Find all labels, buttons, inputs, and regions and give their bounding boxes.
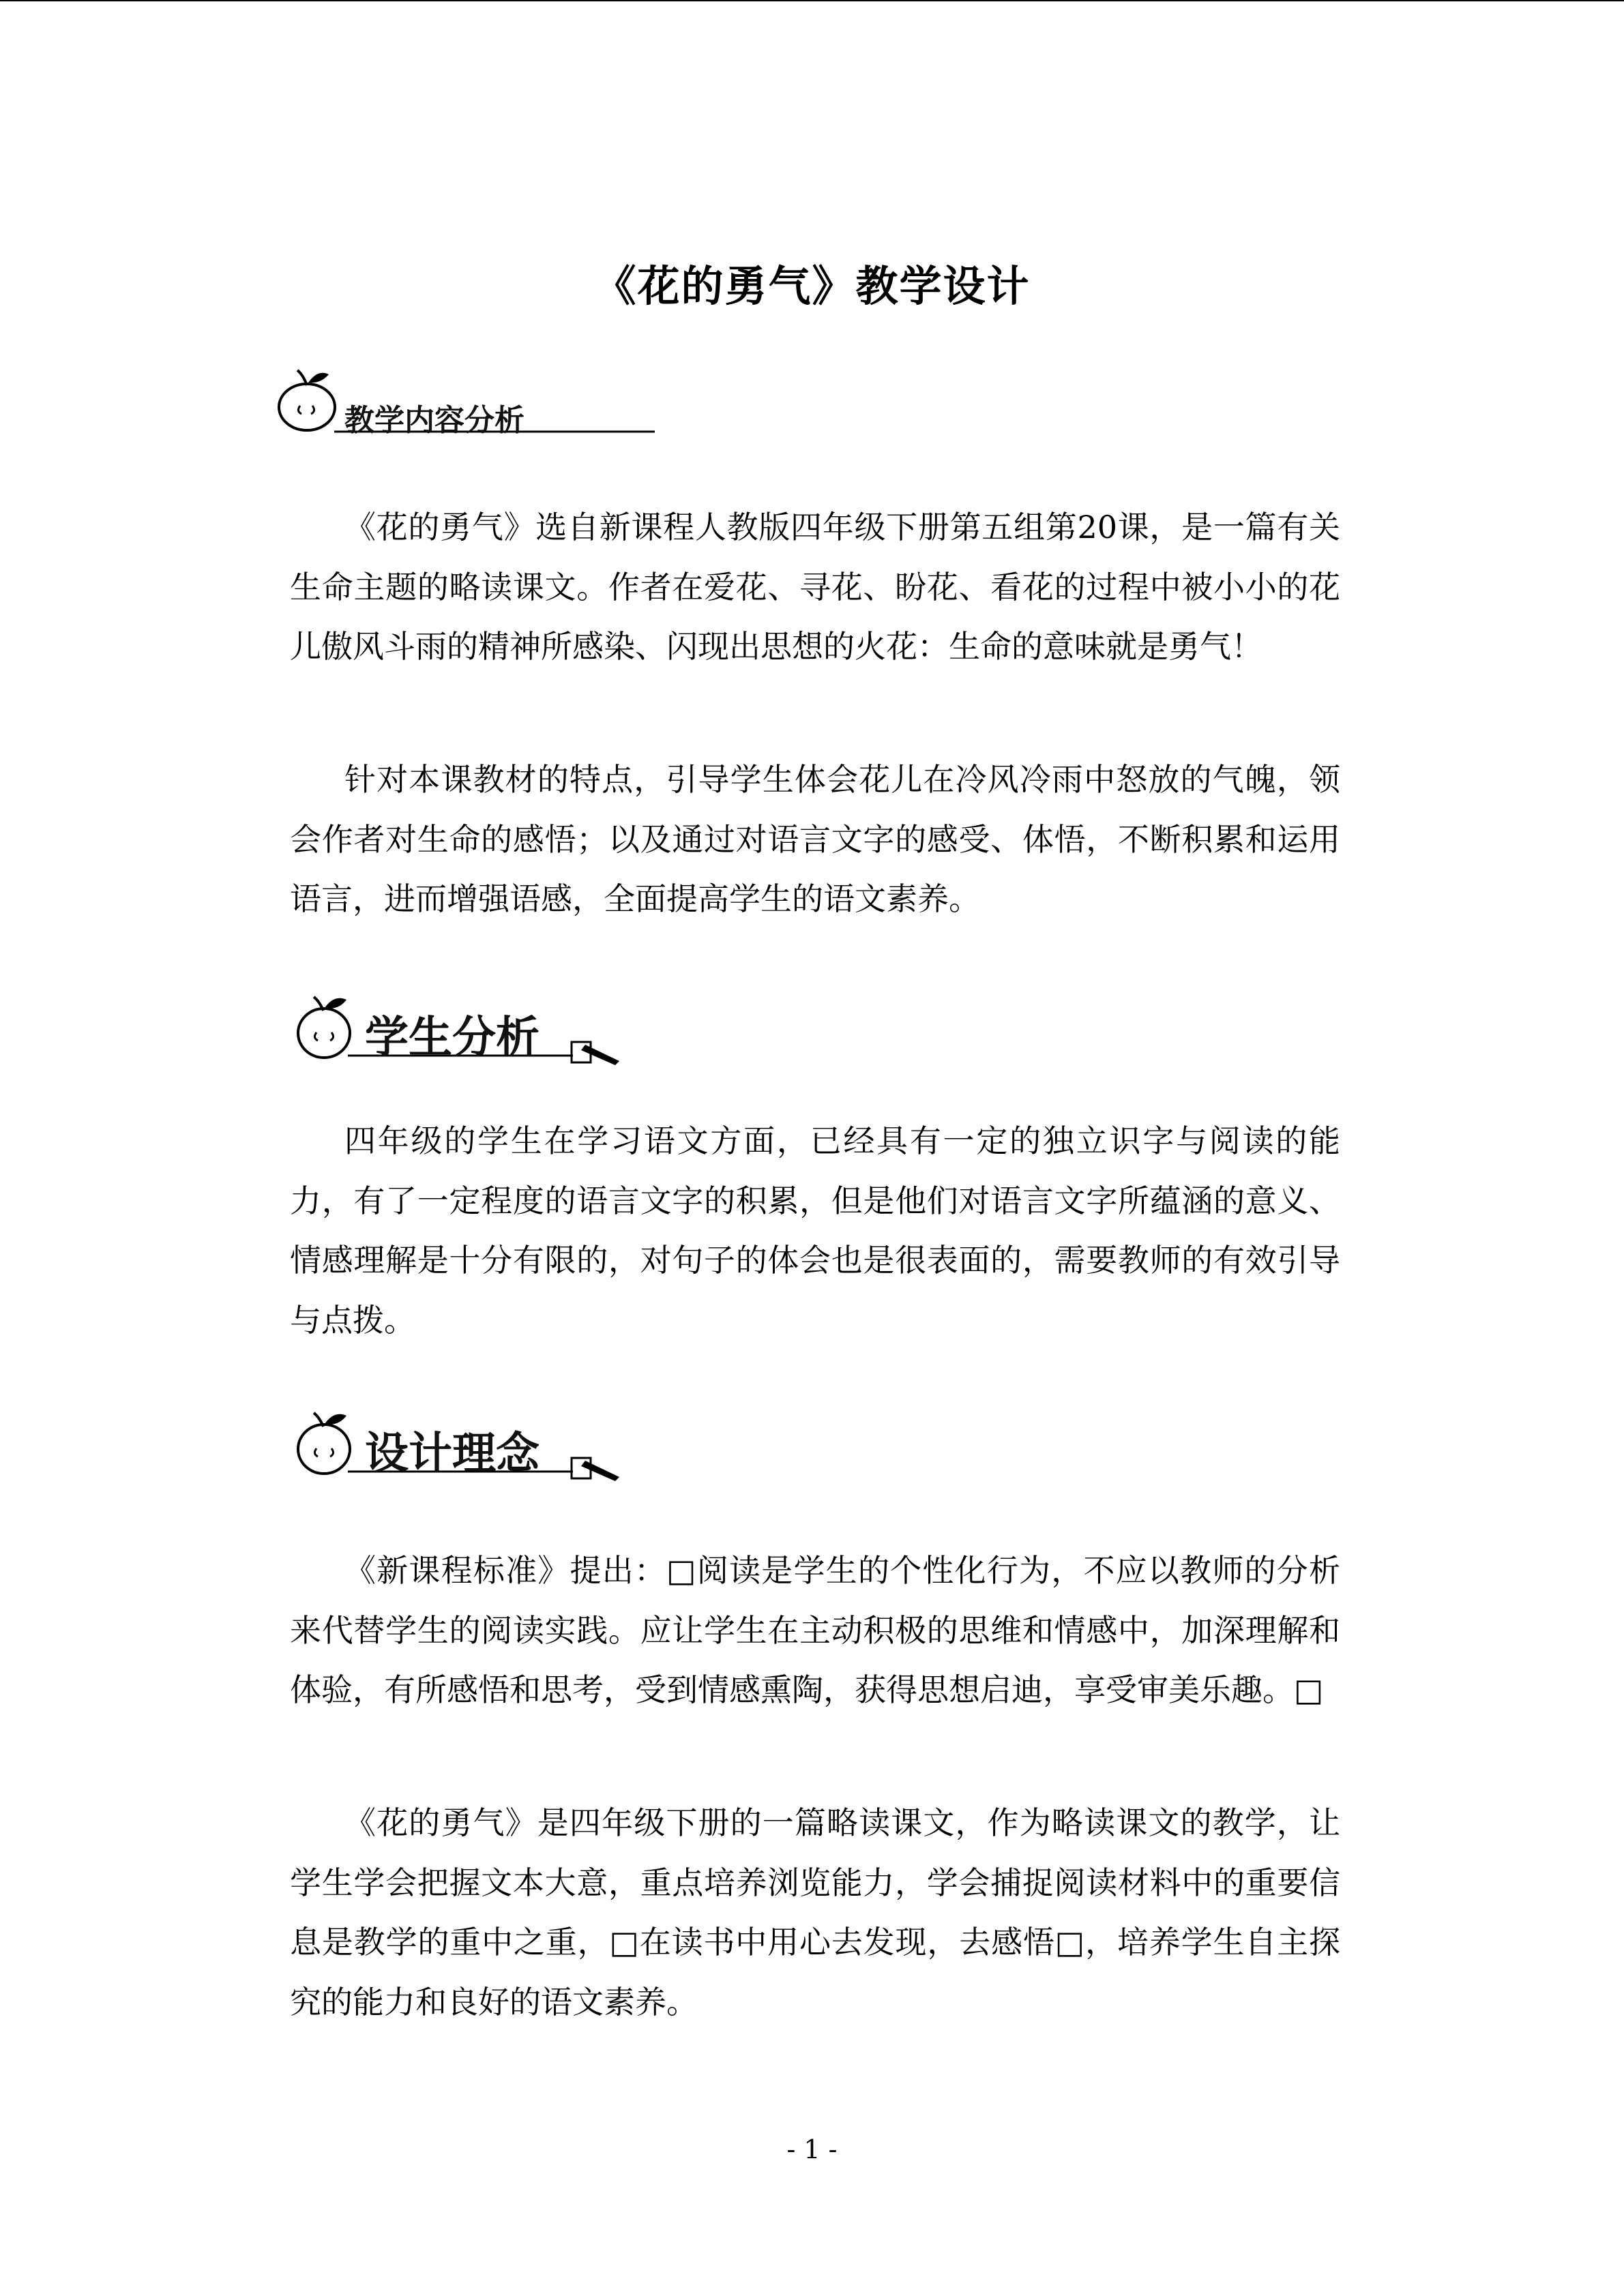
section-heading: 教学内容分析 [344, 403, 525, 438]
document-title: 《花的勇气》教学设计 [593, 261, 1031, 311]
paragraph: 针对本课教材的特点，引导学生体会花儿在冷风冷雨中怒放的气魄，领会作者对生命的感悟；以及通过对语言文字的感受、体悟，不断积累和运用语言，进而增强语感，全面提高学生的语文素养。 [290, 761, 1340, 917]
section-heading: 学生分析 [365, 1013, 540, 1063]
section-heading: 设计理念 [365, 1429, 540, 1479]
page-top-border [0, 0, 1624, 1]
paragraph: 《新课程标准》提出：□阅读是学生的个性化行为，不应以教师的分析来代替学生的阅读实践。应让学生在主动积极的思维和情感中，加深理解和体验，有所感悟和思考，受到情感熏陶，获得思想启迪，享受审美乐趣。□ [290, 1552, 1340, 1708]
paragraph: 《花的勇气》选自新课程人教版四年级下册第五组第20课，是一篇有关生命主题的略读课文。作者在爱花、寻花、盼花、看花的过程中被小小的花儿傲风斗雨的精神所感染、闪现出思想的火花：生命的意味就是勇气！ [290, 509, 1340, 665]
paragraph: 四年级的学生在学习语文方面，已经具有一定的独立识字与阅读的能力，有了一定程度的语言文字的积累，但是他们对语言文字所蕴涵的意义、情感理解是十分有限的，对句子的体会也是很表面的，需要教师的有效引导与点拨。 [290, 1122, 1340, 1339]
section-header-content-analysis [273, 365, 655, 467]
page-number: - 1 - [786, 2134, 838, 2164]
section-header-student-analysis [273, 982, 655, 1084]
paragraph: 《花的勇气》是四年级下册的一篇略读课文，作为略读课文的教学，让学生学会把握文本大意，重点培养浏览能力，学会捕捉阅读材料中的重要信息是教学的重中之重，□在读书中用心去发现，去感悟□，培养学生自主探究的能力和良好的语文素养。 [290, 1804, 1340, 2021]
section-header-design-concept [273, 1398, 655, 1500]
